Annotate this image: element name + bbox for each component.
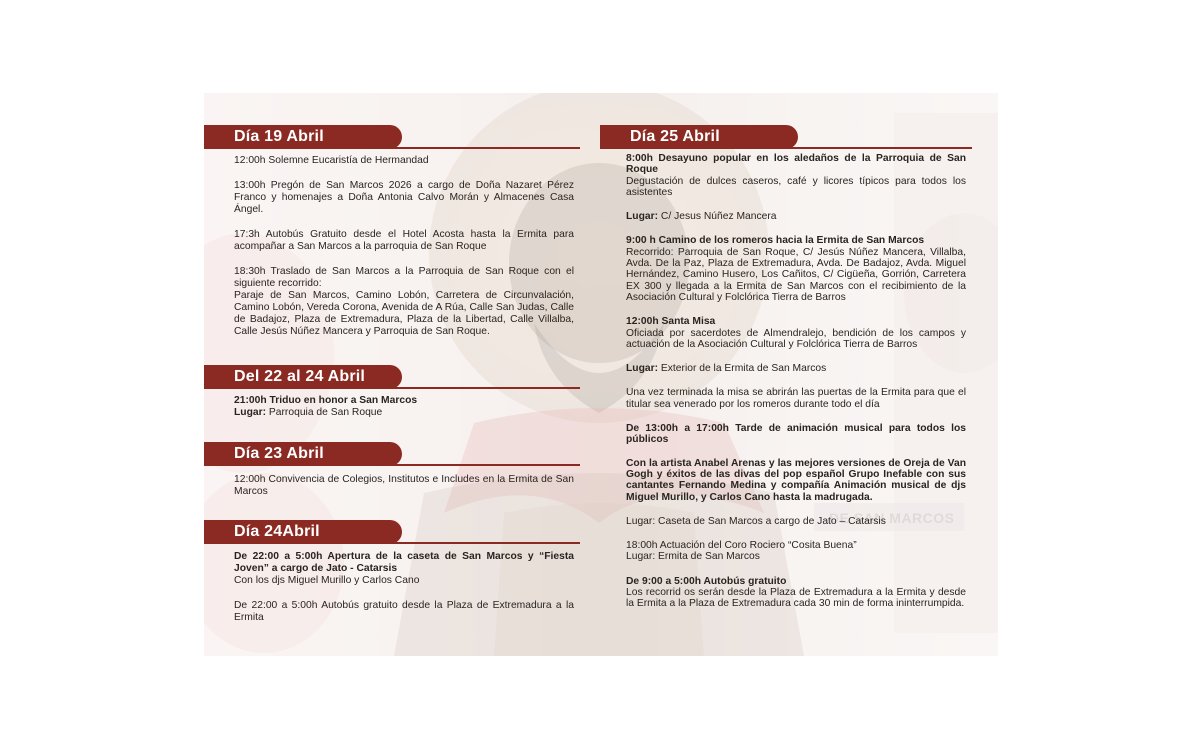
header-day-24-underline	[384, 542, 580, 544]
day-23-content	[234, 474, 574, 498]
veneration-text: Una vez terminada la misa se abrirán las puertas de la Ermita para que el titular sea venerado por los romeros durante todo el día	[626, 387, 966, 410]
mass-title: 12:00h Santa Misa	[626, 316, 716, 328]
mass-place-label: Lugar:	[626, 363, 659, 375]
day-24-content	[234, 551, 574, 624]
mass-text: Oficiada por sacerdotes de Almendralejo, bendición de los campos y actuación de la Asociación Cultural y Folclórica Tierra de Barros	[626, 327, 966, 350]
day-19-item-2: 13:00h Pregón de San Marcos 2026 a cargo de Doña Nazaret Pérez Franco y homenajes a Doña Antonia Calvo Morán y Almacenes Casa Ángel.	[234, 180, 574, 215]
romeros-route: Recorrido: Parroquia de San Roque, C/ Jesús Núñez Mancera, Villalba, Avda. De la Paz, Plaza de Extremadura, Avda. De Badajoz, Avda. Miguel Hernández, Camino Husero, Los Cañitos, C/ Cigüeña, Gorrión, Carretera EX 300 y llegada a la Ermita de San Marcos con el recibimiento de la Asociación Cultural y Folclórica Tierra de Barros	[626, 246, 966, 303]
mass-place: Exterior de la Ermita de San Marcos	[658, 363, 827, 375]
breakfast-title: 8:00h Desayuno popular en los aledaños de la Parroquia de San Roque	[626, 153, 966, 176]
day-19-route: Paraje de San Marcos, Camino Lobón, Carretera de Circunvalación, Camino Lobón, Vereda Corona, Avenida de A Rúa, Calle San Judas, Calle de Badajoz, Plaza de Extremadura, Plaza de la Libertad, Calle Villalba, Calle Jesús Núñez Mancera y Parroquia de San Roque.	[234, 290, 574, 337]
bus-25-title: De 9:00 a 5:00h Autobús gratuito	[626, 575, 787, 587]
header-day-25	[600, 125, 798, 149]
header-day-25-title: Día 25 Abril	[630, 128, 720, 145]
breakfast-place-label: Lugar:	[626, 211, 659, 223]
header-day-24-title: Día 24Abril	[234, 523, 320, 540]
triduo-place: Parroquia de San Roque	[266, 407, 383, 418]
day-19-item-4: 18:30h Traslado de San Marcos a la Parroquia de San Roque con el siguiente recorrido:	[234, 266, 574, 289]
day-23-event: 12:00h Convivencia de Colegios, Institutos e Includes en la Ermita de San Marcos	[234, 474, 574, 497]
header-day-24	[204, 520, 402, 544]
header-day-19-title: Día 19 Abril	[234, 128, 324, 145]
header-day-19	[204, 125, 402, 149]
header-day-23-underline	[384, 464, 580, 466]
triduo-place-label: Lugar:	[234, 407, 267, 418]
bus-25-text: Los recorrid os serán desde la Plaza de Extremadura a la Ermita y desde la Ermita a la Plaza de Extremadura cada 30 min de forma ininterrumpida.	[626, 587, 966, 610]
header-day-23	[204, 442, 402, 466]
choir-place: Lugar: Ermita de San Marcos	[626, 551, 760, 563]
header-day-23-title: Día 23 Abril	[234, 445, 324, 462]
header-day-22-24-title: Del 22 al 24 Abril	[234, 368, 366, 385]
music-afternoon-title: De 13:00h a 17:00h Tarde de animación musical para todos los públicos	[626, 423, 966, 446]
day-25-content	[626, 153, 966, 610]
breakfast-text: Degustación de dulces caseros, café y licores típicos para todos los asistentes	[626, 175, 966, 198]
bus-event: De 22:00 a 5:00h Autobús gratuito desde la Plaza de Extremadura a la Ermita	[234, 600, 574, 623]
header-day-19-underline	[384, 147, 580, 149]
breakfast-place: C/ Jesus Núñez Mancera	[658, 211, 777, 223]
music-artists: Con la artista Anabel Arenas y las mejores versiones de Oreja de Van Gogh y éxitos de las divas del pop español Grupo Inefable con sus cantantes Fernando Medina y compañía Animación musical de djs Miguel Murillo, y Carlos Cano hasta la madrugada.	[626, 457, 966, 503]
caseta-djs: Con los djs Miguel Murillo y Carlos Cano	[234, 575, 420, 586]
header-day-22-24-underline	[384, 387, 580, 389]
program-sheet	[204, 93, 998, 656]
caseta-event: De 22:00 a 5:00h Apertura de la caseta de San Marcos y “Fiesta Joven” a cargo de Jato - Catarsis	[234, 551, 574, 574]
day-19-item-3: 17:3h Autobús Gratuito desde el Hotel Acosta hasta la Ermita para acompañar a San Marcos a la parroquia de San Roque	[234, 229, 574, 252]
header-day-22-24	[204, 365, 402, 389]
caseta-place: Lugar: Caseta de San Marcos a cargo de Jato – Catarsis	[626, 515, 886, 527]
day-22-24-content	[234, 395, 574, 419]
header-day-25-underline	[780, 147, 972, 149]
day-19-item-1: 12:00h Solemne Eucaristía de Hermandad	[234, 155, 429, 166]
triduo-event: 21:00h Triduo en honor a San Marcos	[234, 395, 418, 406]
choir-event: 18:00h Actuación del Coro Rociero “Cosita Buena”	[626, 540, 857, 552]
day-19-content	[234, 155, 574, 338]
romeros-title: 9:00 h Camino de los romeros hacia la Ermita de San Marcos	[626, 235, 925, 247]
